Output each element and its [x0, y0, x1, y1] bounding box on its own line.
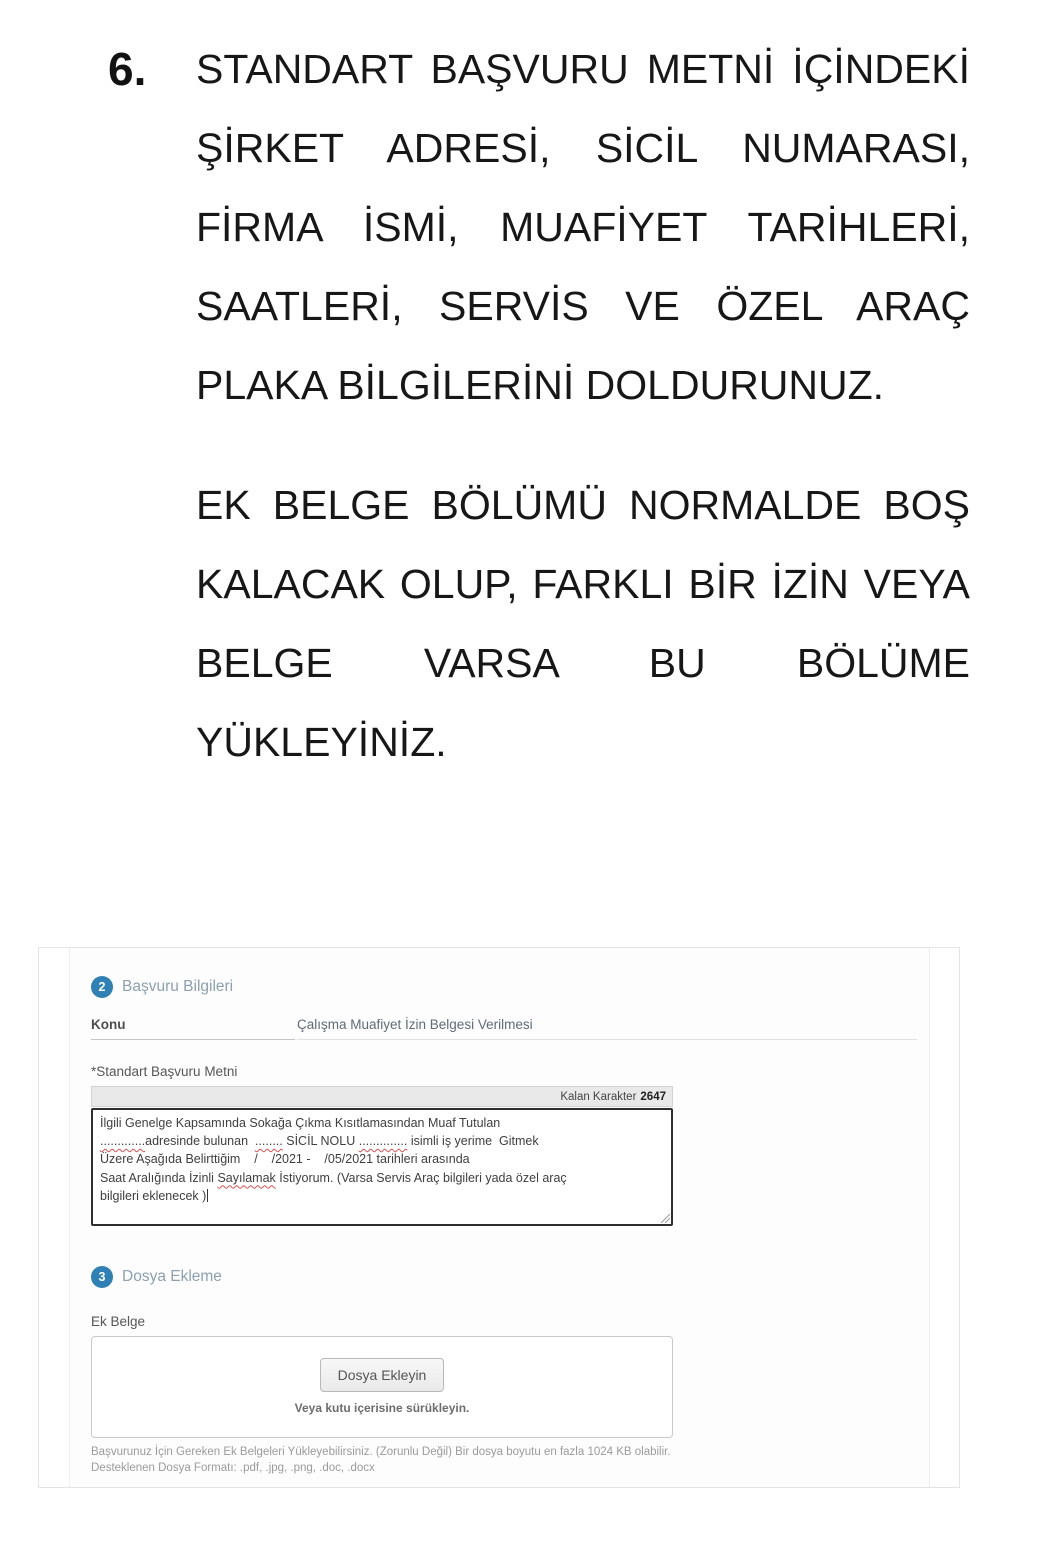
- text-cursor: [207, 1189, 208, 1202]
- upload-help-text: Başvurunuz İçin Gereken Ek Belgeleri Yükleyebilirsiniz. (Zorunlu Değil) Bir dosya boyutu en fazla 1024 KB olabilir. Desteklenen Dosya Formatı: .pdf, .jpg, .png, .doc, .docx: [91, 1446, 671, 1474]
- textarea-text: Saat Aralığında İzinli: [100, 1170, 218, 1185]
- section-header-basvuru-bilgileri: [91, 976, 917, 998]
- instruction-paragraph-1: STANDART BAŞVURU METNİ İÇİNDEKİ ŞİRKET ADRESİ, SİCİL NUMARASI, FİRMA İSMİ, MUAFİYET TARİHLERİ, SAATLERİ, SERVİS VE ÖZEL ARAÇ PLAKA BİLGİLERİNİ DOLDURUNUZ.: [196, 46, 970, 408]
- textarea-text: SİCİL NOLU: [282, 1134, 359, 1149]
- konu-label: Konu: [91, 1012, 295, 1040]
- konu-value: Çalışma Muafiyet İzin Belgesi Verilmesi: [297, 1012, 917, 1040]
- remaining-characters-label: Kalan Karakter: [560, 1090, 637, 1103]
- list-item-number: 6.: [108, 43, 147, 95]
- section-header-dosya-ekleme: [91, 1266, 917, 1288]
- drag-hint-text: Veya kutu içerisine sürükleyin.: [294, 1401, 470, 1415]
- remaining-characters-bar: [91, 1086, 673, 1107]
- instruction-paragraph-2: EK BELGE BÖLÜMÜ NORMALDE BOŞ KALACAK OLUP, FARKLI BİR İZİN VEYA BELGE VARSA BU BÖLÜME YÜKLEYİNİZ.: [196, 482, 970, 765]
- remaining-characters-value: 2647: [640, 1090, 666, 1103]
- textarea-text: adresinde bulunan: [145, 1134, 255, 1149]
- textarea-content: [100, 1114, 664, 1205]
- step-2-badge: 2: [91, 976, 113, 998]
- textarea-text: isimli iş yerime Gitmek: [407, 1134, 539, 1149]
- section-title: Dosya Ekleme: [122, 1268, 222, 1285]
- standart-basvuru-metni-label: *Standart Başvuru Metni: [91, 1064, 238, 1079]
- textarea-text: bilgileri eklenecek ): [100, 1188, 207, 1203]
- konu-row: [91, 1012, 917, 1040]
- add-file-button[interactable]: Dosya Ekleyin: [320, 1358, 445, 1392]
- instruction-item-6: [108, 30, 970, 782]
- textarea-text: Üzere Aşağıda Belirttiğim / /2021 - /05/2021 tarihleri arasında: [100, 1152, 470, 1167]
- file-dropzone[interactable]: [91, 1336, 673, 1438]
- section-title: Başvuru Bilgileri: [122, 978, 234, 995]
- misspelled-text: Sayılamak: [217, 1170, 276, 1185]
- misspelled-text: ........: [254, 1134, 283, 1149]
- misspelled-text: ..............: [358, 1134, 408, 1149]
- textarea-text: İstiyorum. (Varsa Servis Araç bilgileri yada özel araç: [275, 1170, 567, 1185]
- left-panel-divider: [39, 948, 70, 1487]
- standard-application-textarea[interactable]: [91, 1108, 673, 1226]
- misspelled-text: .............: [100, 1134, 146, 1149]
- embedded-form-screenshot: [38, 947, 960, 1488]
- scrollbar-track[interactable]: [929, 948, 959, 1487]
- ek-belge-label: Ek Belge: [91, 1314, 146, 1329]
- step-3-badge: 3: [91, 1266, 113, 1288]
- textarea-text: İlgili Genelge Kapsamında Sokağa Çıkma Kısıtlamasından Muaf Tutulan: [100, 1116, 501, 1130]
- resize-handle-icon[interactable]: [659, 1212, 670, 1223]
